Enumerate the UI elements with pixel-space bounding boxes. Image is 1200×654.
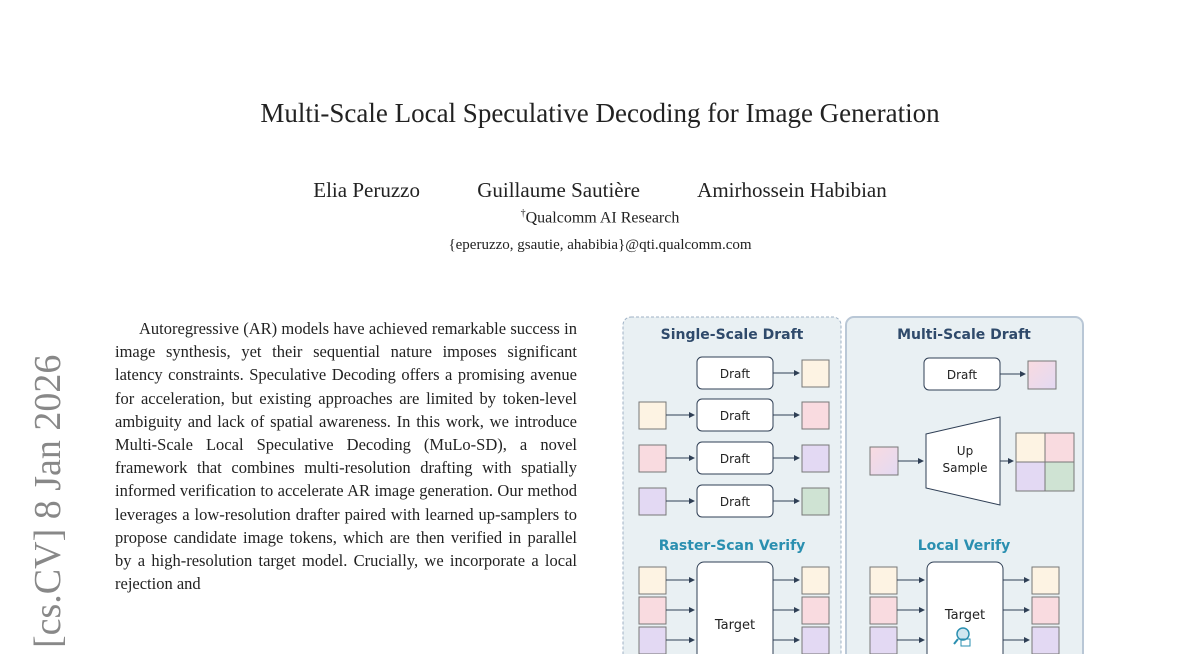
author-emails: {eperuzzo, gsautie, ahabibia}@qti.qualcomm.com bbox=[448, 237, 752, 253]
draft-label: Draft bbox=[719, 409, 751, 423]
abstract bbox=[115, 317, 577, 595]
affiliation bbox=[0, 208, 1200, 227]
affiliation-text: Qualcomm AI Research bbox=[525, 209, 680, 227]
token-square bbox=[802, 488, 829, 515]
draft-label: Draft bbox=[719, 452, 751, 466]
author-list bbox=[0, 178, 1200, 203]
token-square bbox=[802, 627, 829, 654]
target-label: Target bbox=[714, 618, 756, 633]
token-square bbox=[802, 597, 829, 624]
target-label: Target bbox=[944, 608, 986, 623]
left-panel-title: Single-Scale Draft bbox=[660, 327, 804, 343]
raster-scan-verify-title: Raster-Scan Verify bbox=[658, 538, 806, 554]
token-square bbox=[870, 627, 897, 654]
author-name: Guillaume Sautière bbox=[477, 178, 640, 202]
token-square bbox=[639, 567, 666, 594]
token-square bbox=[1032, 567, 1059, 594]
token-square bbox=[639, 445, 666, 472]
token-square bbox=[802, 445, 829, 472]
token-square bbox=[870, 447, 898, 475]
draft-label: Draft bbox=[719, 367, 751, 381]
token-square bbox=[802, 360, 829, 387]
right-panel-title: Multi-Scale Draft bbox=[897, 327, 1031, 343]
token-square bbox=[639, 597, 666, 624]
token-square bbox=[639, 402, 666, 429]
upsampled-token-grid bbox=[1016, 433, 1074, 491]
token-square bbox=[802, 402, 829, 429]
token-square bbox=[802, 567, 829, 594]
abstract-text: Autoregressive (AR) models have achieved remarkable success in image synthesis, yet their sequential nature imposes significant latency constraints. Speculative Decoding offers a promising avenue for acceleration, but existing approaches are limited by token-level ambiguity and lack of spatial awareness. In this work, we introduce Multi-Scale Local Speculative Decoding (MuLo-SD), a novel framework that combines multi-resolution drafting with spatially informed verification to accelerate AR image generation. Our method leverages a low-resolution drafter paired with learned up-samplers to propose candidate image tokens, which are then verified in parallel by a high-resolution target model. Crucially, we incorporate a local rejection and bbox=[115, 319, 577, 594]
author-name: Amirhossein Habibian bbox=[697, 178, 887, 202]
paper-title: Multi-Scale Local Speculative Decoding for Image Generation bbox=[260, 98, 940, 128]
local-verify-title: Local Verify bbox=[917, 538, 1011, 554]
upsample-label: Up bbox=[956, 444, 974, 458]
upsample-label: Sample bbox=[942, 461, 988, 475]
draft-label: Draft bbox=[946, 368, 978, 382]
overview-figure bbox=[620, 314, 1086, 654]
token-square bbox=[870, 597, 897, 624]
arxiv-stamp: [cs.CV] 8 Jan 2026 bbox=[27, 354, 69, 648]
token-square bbox=[639, 488, 666, 515]
draft-row bbox=[697, 357, 829, 389]
token-square bbox=[870, 567, 897, 594]
draft-label: Draft bbox=[719, 495, 751, 509]
token-square bbox=[639, 627, 666, 654]
affiliation-mark: † bbox=[520, 208, 526, 219]
token-square bbox=[1032, 597, 1059, 624]
author-name: Elia Peruzzo bbox=[313, 178, 420, 202]
token-square bbox=[1032, 627, 1059, 654]
token-square bbox=[1028, 361, 1056, 389]
